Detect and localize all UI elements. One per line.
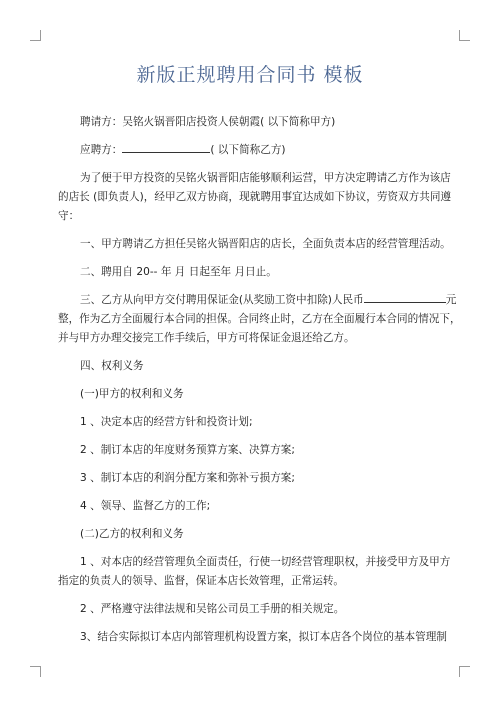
party-b-item: 1 、对本店的经营管理负全面责任，行使一切经营管理职权，并接受甲方及甲方 指定的负责人的领导、监督，保证本店长效管理，正常运转。 (58, 556, 451, 587)
crop-mark-top-right (459, 30, 470, 41)
party-a-item: 1 、决定本店的经营方针和投资计划; (80, 416, 253, 428)
employee-line: 应聘方： ( 以下简称乙方) (80, 141, 438, 160)
document-title: 新版正规聘用合同书 模板 (136, 64, 364, 86)
blank-field (122, 141, 210, 153)
party-a-item: 4 、领导、监督乙方的工作; (80, 500, 211, 512)
clause-1: 一、甲方聘请乙方担任吴铭火锅晋阳店的店长，全面负责本店的经营管理活动。 (80, 238, 451, 250)
party-b-heading: (二)乙方的权利和义务 (80, 528, 184, 540)
clause-4-heading: 四、权利义务 (80, 360, 144, 372)
crop-mark-top-left (30, 30, 41, 41)
crop-mark-bottom-left (30, 666, 41, 677)
blank-field (364, 291, 446, 303)
clause-3: 三、乙方从向甲方交付聘用保证金(从奖励工资中扣除)人民币 元 整，作为乙方全面履行本合同的担保。合同终止时，乙方在全面履行本合同的情况下， 并与甲方办理交接完工作手续后，甲方可将保证金退还给乙方。 (58, 291, 438, 348)
party-a-heading: (一)甲方的权利和义务 (80, 388, 184, 400)
party-b-item: 2 、严格遵守法律法规和吴铭公司员工手册的相关规定。 (80, 603, 345, 615)
clause-2: 二、聘用自 20-- 年 月 日起至年 月日止。 (80, 266, 277, 278)
document-body (58, 113, 461, 647)
employer-line: 聘请方：吴铭火锅晋阳店投资人侯朝霞( 以下简称甲方) (80, 116, 336, 128)
intro-paragraph: 为了便于甲方投资的吴铭火锅晋阳店能够顺利运营，甲方决定聘请乙方作为该店 的店长 (即负责人)，经甲乙双方协商，现就聘用事宜达成如下协议，劳资双方共同遵 守： (58, 172, 452, 222)
crop-mark-bottom-right (459, 666, 470, 677)
party-b-item: 3、结合实际拟订本店内部管理机构设置方案，拟订本店各个岗位的基本管理制 (80, 631, 447, 643)
party-a-item: 3 、制订本店的利润分配方案和弥补亏损方案; (80, 472, 295, 484)
party-a-item: 2 、制订本店的年度财务预算方案、决算方案; (80, 444, 295, 456)
